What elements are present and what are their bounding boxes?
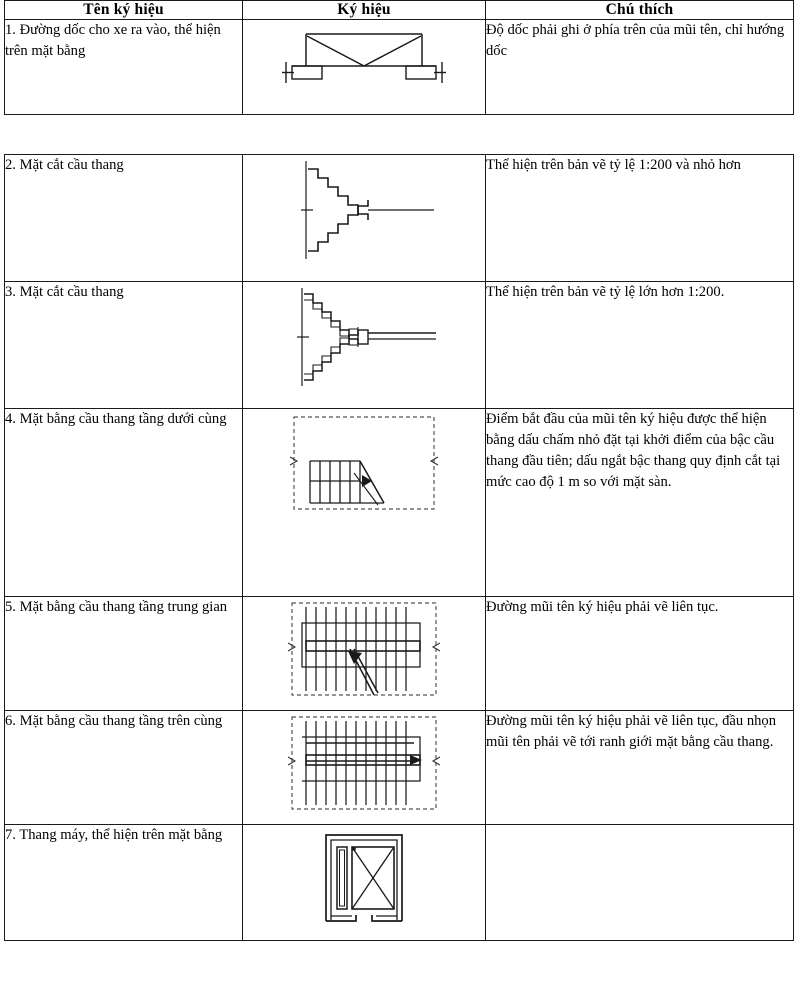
stair-plan-top-floor-symbol	[243, 711, 485, 815]
table-row	[5, 409, 794, 597]
ramp-plan-icon	[276, 20, 452, 94]
stair-section-thin-symbol	[243, 155, 485, 265]
stair-section-thick-symbol	[243, 282, 485, 392]
symbol-figure-cell	[243, 20, 486, 115]
column-header-symbol: Ký hiệu	[243, 1, 486, 20]
symbol-table-top	[4, 0, 794, 115]
symbol-note-cell: Thể hiện trên bản vẽ tỷ lệ lớn hơn 1:200.	[486, 282, 794, 409]
stair-section-thick-icon	[282, 282, 446, 392]
symbol-note-cell: Thể hiện trên bản vẽ tỷ lệ 1:200 và nhỏ hơn	[486, 155, 794, 282]
elevator-plan-icon	[304, 825, 424, 933]
symbol-figure-cell	[243, 597, 486, 711]
symbol-note-cell	[486, 825, 794, 941]
table-row	[5, 597, 794, 711]
start-dot	[352, 847, 356, 851]
symbol-figure-cell	[243, 409, 486, 597]
symbol-figure-cell	[243, 155, 486, 282]
symbol-note-cell: Đường mũi tên ký hiệu phải vẽ liên tục, đầu nhọn mũi tên phải vẽ tới ranh giới mặt bằng cầu thang.	[486, 711, 794, 825]
table-row	[5, 155, 794, 282]
table-header-row	[5, 1, 794, 20]
symbol-note-cell: Điểm bắt đầu của mũi tên ký hiệu được thể hiện bằng dấu chấm nhỏ đặt tại khởi điểm của bậc cầu thang đầu tiên; dấu ngắt bậc thang quy định cắt tại mức cao độ 1 m so với mặt sàn.	[486, 409, 794, 597]
symbol-name-cell: 3. Mặt cắt cầu thang	[5, 282, 243, 409]
symbol-name-cell: 2. Mặt cắt cầu thang	[5, 155, 243, 282]
symbol-figure-cell	[243, 711, 486, 825]
stair-section-thin-icon	[284, 155, 444, 265]
symbol-note-cell: Độ dốc phải ghi ở phía trên của mũi tên, chỉ hướng dốc	[486, 20, 794, 115]
symbol-name-cell: 7. Thang máy, thể hiện trên mặt bằng	[5, 825, 243, 941]
symbol-name-cell: 4. Mặt bằng cầu thang tầng dưới cùng	[5, 409, 243, 597]
ramp-plan-symbol	[243, 20, 485, 94]
table-row	[5, 711, 794, 825]
stair-plan-lowest-floor-icon	[286, 409, 442, 519]
stair-plan-intermediate-floor-icon	[284, 597, 444, 701]
table-separator-gap	[0, 115, 800, 154]
elevator-plan-symbol	[243, 825, 485, 933]
arrow-head	[348, 651, 362, 664]
symbol-name-cell: 1. Đường dốc cho xe ra vào, thể hiện trên mặt bằng	[5, 20, 243, 115]
stair-plan-top-floor-icon	[284, 711, 444, 815]
symbol-note-cell: Đường mũi tên ký hiệu phải vẽ liên tục.	[486, 597, 794, 711]
symbol-table-bottom	[4, 154, 794, 941]
arrow-head	[362, 475, 372, 487]
table-row	[5, 20, 794, 115]
table-row	[5, 825, 794, 941]
column-header-note: Chú thích	[486, 1, 794, 20]
symbol-figure-cell	[243, 282, 486, 409]
column-header-name: Tên ký hiệu	[5, 1, 243, 20]
stair-plan-lowest-floor-symbol	[243, 409, 485, 519]
table-row	[5, 282, 794, 409]
symbol-name-cell: 6. Mặt bằng cầu thang tầng trên cùng	[5, 711, 243, 825]
symbol-figure-cell	[243, 825, 486, 941]
stair-plan-intermediate-floor-symbol	[243, 597, 485, 701]
symbol-name-cell: 5. Mặt bằng cầu thang tầng trung gian	[5, 597, 243, 711]
